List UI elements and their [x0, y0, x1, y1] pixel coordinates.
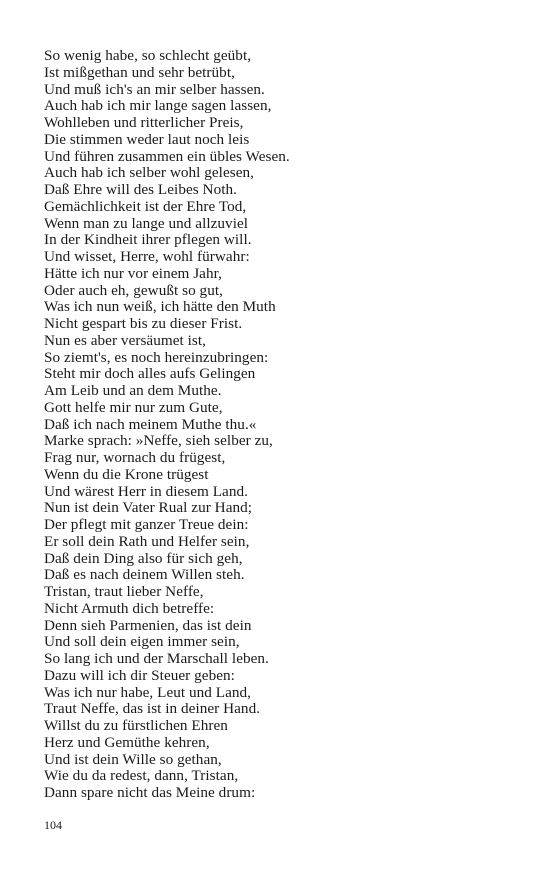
verse-line: Daß es nach deinem Willen steh. [44, 566, 245, 584]
verse-line: Marke sprach: »Neffe, sieh selber zu, [44, 432, 273, 450]
verse-line: Traut Neffe, das ist in deiner Hand. [44, 700, 261, 718]
verse-line: Auch hab ich mir lange sagen lassen, [44, 97, 272, 115]
verse-line: So wenig habe, so schlecht geübt, [44, 47, 252, 64]
verse-line: Herz und Gemüthe kehren, [44, 733, 210, 751]
verse-line: Daß Ehre will des Leibes Noth. [44, 181, 237, 198]
verse-line: Hätte ich nur vor einem Jahr, [44, 264, 222, 282]
verse-line: Nun es aber versäumet ist, [44, 331, 206, 349]
verse-line: Wie du da redest, dann, Tristan, [44, 767, 239, 785]
verse-line: Nicht Armuth dich betreffe: [44, 599, 215, 617]
verse-line: Gott helfe mir nur zum Gute, [44, 398, 223, 416]
verse-line: Daß dein Ding also für sich geh, [44, 549, 243, 567]
verse-line: So lang ich und der Marschall leben. [44, 650, 269, 667]
verse-line: Dann spare nicht das Meine drum: [44, 784, 256, 801]
verse-line: Und ist dein Wille so gethan, [44, 750, 222, 768]
verse-line: In der Kindheit ihrer pflegen will. [44, 231, 252, 249]
verse-line: Und soll dein eigen immer sein, [44, 633, 240, 651]
verse-line: Willst du zu fürstlichen Ehren [44, 717, 228, 734]
verse-line: Frag nur, wornach du frügest, [44, 449, 226, 466]
verse-line: Was ich nur habe, Leut und Land, [44, 683, 252, 701]
verse-line: Auch hab ich selber wohl gelesen, [44, 164, 254, 182]
verse-line: Wohlleben und ritterlicher Preis, [44, 114, 244, 131]
verse-line: Denn sieh Parmenien, das ist dein [44, 616, 252, 634]
page-number: 104 [44, 818, 62, 832]
verse-line: Nicht gespart bis zu dieser Frist. [44, 315, 243, 332]
verse-line: Tristan, traut lieber Neffe, [44, 583, 204, 600]
verse-block [44, 48, 514, 802]
verse-line: Daß ich nach meinem Muthe thu.« [44, 415, 257, 433]
verse-line: Steht mir doch alles aufs Gelingen [44, 365, 256, 383]
verse-line: Was ich nun weiß, ich hätte den Muth [44, 298, 276, 316]
verse-line: So ziemt's, es noch hereinzubringen: [44, 348, 269, 366]
verse-line: Dazu will ich dir Steuer geben: [44, 666, 235, 684]
verse-line: Er soll dein Rath und Helfer sein, [44, 532, 250, 550]
verse-line: Der pflegt mit ganzer Treue dein: [44, 516, 249, 533]
verse-line: Gemächlichkeit ist der Ehre Tod, [44, 197, 247, 215]
verse-line: Nun ist dein Vater Rual zur Hand; [44, 499, 253, 517]
verse-line: Ist mißgethan und sehr betrübt, [44, 63, 235, 81]
verse-line: Und wisset, Herre, wohl fürwahr: [44, 248, 250, 265]
verse-line: Wenn du die Krone trügest [44, 465, 209, 483]
verse-line: Oder auch eh, gewußt so gut, [44, 281, 223, 299]
verse-line: Am Leib und an dem Muthe. [44, 382, 222, 399]
verse-line: Wenn man zu lange und allzuviel [44, 214, 249, 232]
verse-line: Und muß ich's an mir selber hassen. [44, 80, 265, 98]
verse-line: Und wärest Herr in diesem Land. [44, 482, 248, 500]
verse-line: Und führen zusammen ein übles Wesen. [44, 147, 290, 165]
verse-line: Die stimmen weder laut noch leis [44, 130, 250, 148]
